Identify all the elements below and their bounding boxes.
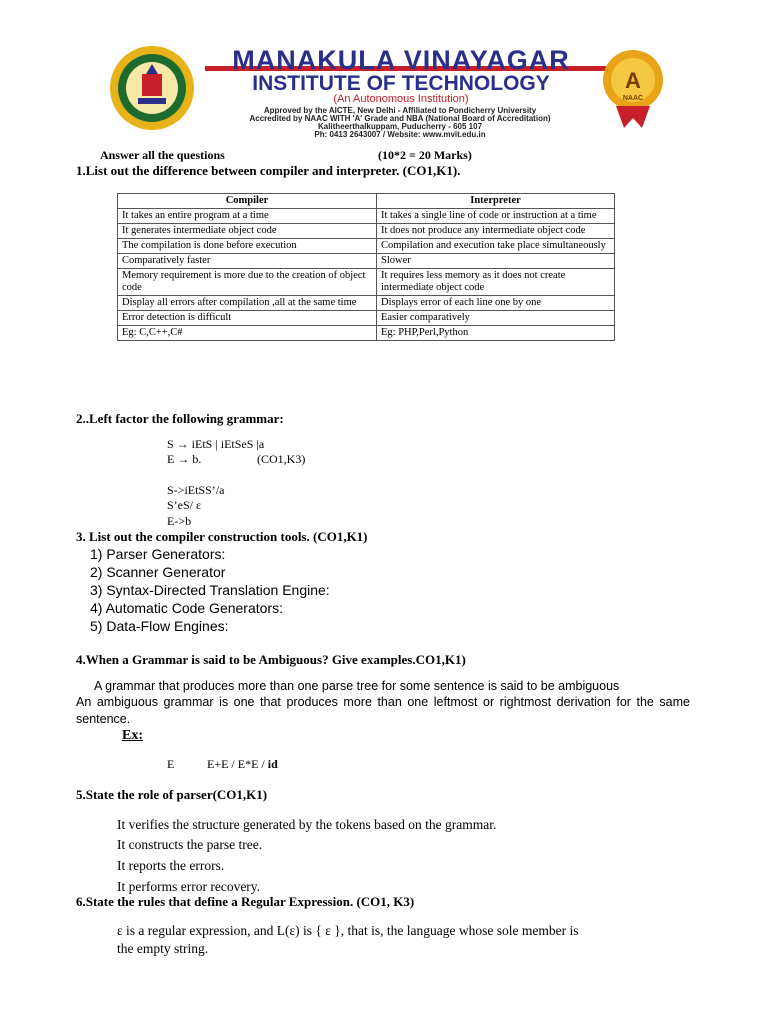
instructions-marks: (10*2 = 20 Marks) (378, 148, 472, 162)
naac-a-grade-badge (598, 48, 668, 130)
table-cell: Comparatively faster (118, 254, 377, 269)
table-cell: It requires less memory as it does not create intermediate object code (377, 269, 615, 296)
q4-example-productions: E+E / E*E / (207, 757, 268, 771)
table-cell: The compilation is done before execution (118, 239, 377, 254)
table-cell: It takes a single line of code or instruction at a time (377, 209, 615, 224)
table-cell: Memory requirement is more due to the creation of object code (118, 269, 377, 296)
q4-example-label: Ex: (122, 728, 143, 743)
table-row (118, 269, 615, 296)
q2-answer-line-2: S’eS/ ε (167, 498, 202, 512)
q4-paragraph-2: An ambiguous grammar is one that produces more than one leftmost or rightmost derivation for the same sentence. (76, 695, 690, 726)
badge-text: NAAC (622, 95, 644, 102)
table-cell: Easier comparatively (377, 311, 615, 326)
table-cell: It does not produce any intermediate object code (377, 224, 615, 239)
q3-tool-4: 4) Automatic Code Generators: (90, 600, 283, 616)
q3-tool-3: 3) Syntax-Directed Translation Engine: (90, 582, 330, 598)
table-row (118, 311, 615, 326)
badge-letter: A (625, 68, 641, 93)
institute-seal-logo (108, 44, 196, 132)
header-line-2: Accredited by NAAC WITH 'A' Grade and NBA (National Board of Accreditation) (249, 114, 551, 123)
table-header-compiler: Compiler (118, 194, 377, 209)
q2-answer-line-3: E->b (167, 514, 192, 528)
table-header-interpreter: Interpreter (377, 194, 615, 209)
q4-title: 4.When a Grammar is said to be Ambiguous? Give examples.CO1,K1) (76, 652, 466, 667)
table-cell: Eg: PHP,Perl,Python (377, 326, 615, 341)
table-row (118, 224, 615, 239)
institute-subtitle: INSTITUTE OF TECHNOLOGY (252, 72, 550, 95)
q2-title: 2..Left factor the following grammar: (76, 411, 284, 426)
q2-co-tag: (CO1,K3) (257, 452, 306, 466)
institute-name: MANAKULA VINAYAGAR (232, 45, 570, 75)
table-row (118, 239, 615, 254)
header-line-1: Approved by the AICTE, New Delhi - Affiliated to Pondicherry University (263, 106, 537, 115)
institute-autonomous: (An Autonomous Institution) (333, 93, 469, 105)
header-line-4: Ph: 0413 2643007 / Website: www.mvit.edu.in (314, 130, 486, 139)
header-line-3: Kalitheerthalkuppam, Puducherry - 605 107 (317, 122, 483, 131)
table-cell: Display all errors after compilation ,all at the same time (118, 296, 377, 311)
q6-paragraph-line-1: ε is a regular expression, and L(ε) is { ε }, that is, the language whose sole member is (117, 923, 579, 938)
table-row (118, 326, 615, 341)
table-cell: It takes an entire program at a time (118, 209, 377, 224)
q4-example-lhs: E (167, 757, 175, 771)
table-row (118, 209, 615, 224)
q6-paragraph-line-2: the empty string. (117, 941, 209, 956)
table-cell: Displays error of each line one by one (377, 296, 615, 311)
compiler-interpreter-table (117, 193, 615, 341)
q3-tool-2: 2) Scanner Generator (90, 564, 226, 580)
q5-role-3: It reports the errors. (117, 858, 225, 873)
table-row (118, 296, 615, 311)
q2-grammar-line-2: E → b. (167, 452, 202, 466)
table-cell: It generates intermediate object code (118, 224, 377, 239)
q1-title: 1.List out the difference between compiler and interpreter. (CO1,K1). (76, 163, 461, 178)
q4-paragraph-1: A grammar that produces more than one parse tree for some sentence is said to be ambiguous (94, 679, 620, 693)
table-cell: Compilation and execution take place simultaneously (377, 239, 615, 254)
q5-title: 5.State the role of parser(CO1,K1) (76, 787, 268, 802)
table-cell: Eg: C,C++,C# (118, 326, 377, 341)
q2-answer-line-1: S->iEtSS’/a (167, 483, 225, 497)
q3-tool-5: 5) Data-Flow Engines: (90, 618, 229, 634)
q5-role-1: It verifies the structure generated by the tokens based on the grammar. (117, 817, 497, 832)
q4-example-rhs (207, 757, 278, 772)
q5-role-2: It constructs the parse tree. (117, 837, 263, 852)
q5-role-4: It performs error recovery. (117, 879, 261, 894)
table-cell: Error detection is difficult (118, 311, 377, 326)
q2-grammar-line-1: S → iEtS | iEtSeS |a (167, 437, 265, 451)
q3-tool-1: 1) Parser Generators: (90, 546, 226, 562)
q4-example-id: id (267, 757, 278, 771)
q6-title: 6.State the rules that define a Regular Expression. (CO1, K3) (76, 894, 415, 909)
instructions-left: Answer all the questions (100, 148, 225, 162)
table-cell: Slower (377, 254, 615, 269)
table-row (118, 254, 615, 269)
q3-title: 3. List out the compiler construction tools. (CO1,K1) (76, 529, 368, 544)
